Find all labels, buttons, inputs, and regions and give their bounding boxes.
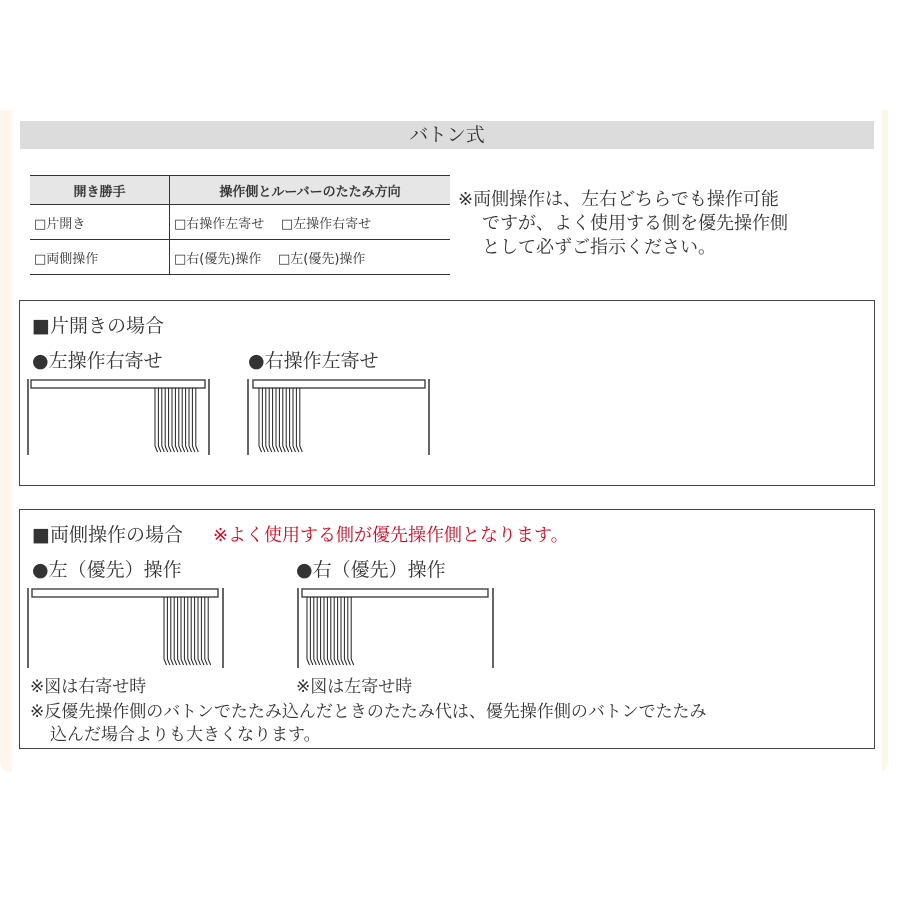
louver-slat (175, 388, 178, 452)
louver-slat (165, 388, 168, 452)
content-panel (12, 110, 882, 772)
double-op-section (19, 509, 875, 749)
double-right-priority-label: ●右（優先）操作 (296, 559, 446, 581)
options-table (30, 175, 450, 275)
louver-slat (273, 388, 276, 452)
diagram-left-op-right-stack (27, 379, 212, 455)
single-open-section (19, 300, 875, 486)
side-note (458, 188, 878, 260)
option-left-op-right-stack[interactable]: □左操作右寄せ (280, 216, 372, 232)
louver-slat (174, 597, 177, 665)
row-type-double[interactable]: □両側操作 (30, 240, 170, 275)
louver-slat (162, 388, 165, 452)
louver-slat (189, 388, 192, 452)
double-op-title (32, 520, 569, 547)
page-frame (0, 110, 888, 772)
louver-slat (324, 597, 327, 665)
louver-slat (259, 388, 262, 452)
louver-slat (317, 597, 320, 665)
louver-slat (191, 597, 194, 665)
louver-slat (196, 388, 199, 452)
louver-slat (310, 597, 313, 665)
double-left-priority-label: ●左（優先）操作 (32, 559, 182, 581)
table-header-type: 開き勝手 (30, 176, 170, 205)
table-row (30, 205, 450, 240)
louver-slat (158, 388, 161, 452)
louver-slat (307, 597, 310, 665)
louver-slat (201, 597, 204, 665)
louver-slat (262, 388, 265, 452)
table-header-row (30, 176, 450, 205)
louver-slat (344, 597, 347, 665)
louver-slat (188, 597, 191, 665)
louver-slat (269, 388, 272, 452)
louver-slat (167, 597, 170, 665)
table-header-direction: 操作側とルーバーのたたみ方向 (170, 176, 451, 205)
louver-slat (279, 388, 282, 452)
double-op-title-text: ■両側操作の場合 (32, 524, 183, 546)
louver-slat (327, 597, 330, 665)
footnote-line2: 込んだ場合よりも大きくなります。 (50, 725, 321, 745)
right-diagram-caption: ※図は左寄せ時 (296, 677, 413, 697)
louver-slat (293, 388, 296, 452)
diagram-right-op-left-stack (247, 379, 432, 455)
louver-slat (169, 388, 172, 452)
louver-slat (164, 597, 167, 665)
row-options-single (170, 205, 451, 240)
louver-slat (198, 597, 201, 665)
louver-slat (179, 388, 182, 452)
louver-slat (290, 388, 293, 452)
louver-slat (186, 388, 189, 452)
louver-slat (286, 388, 289, 452)
louver-slat (334, 597, 337, 665)
louver-slat (351, 597, 354, 665)
single-left-op-label: ●左操作右寄せ (32, 350, 163, 372)
louver-slat (283, 388, 286, 452)
side-note-line1: ※両側操作は、左右どちらでも操作可能 (458, 189, 779, 210)
louver-slat (184, 597, 187, 665)
louver-slat (178, 597, 181, 665)
left-diagram-caption: ※図は右寄せ時 (30, 677, 147, 697)
option-left-priority[interactable]: □左(優先)操作 (277, 251, 366, 267)
side-note-line2: ですが、よく使用する側を優先操作側 (482, 213, 788, 234)
table-row (30, 240, 450, 275)
diagram-left-priority (27, 588, 227, 668)
single-open-title: ■片開きの場合 (32, 315, 164, 337)
single-right-op-label: ●右操作左寄せ (248, 350, 379, 372)
louver-slat (171, 597, 174, 665)
louver-slat (172, 388, 175, 452)
louver-slat (331, 597, 334, 665)
louver-slat (338, 597, 341, 665)
louver-slat (314, 597, 317, 665)
diagram-right-priority (297, 588, 497, 668)
louver-slat (266, 388, 269, 452)
priority-warning: ※よく使用する側が優先操作側となります。 (212, 525, 569, 546)
louver-slat (276, 388, 279, 452)
louver-slat (296, 388, 299, 452)
option-right-op-left-stack[interactable]: □右操作左寄せ (174, 216, 265, 232)
louver-slat (321, 597, 324, 665)
louver-slat (348, 597, 351, 665)
footnote-line1: ※反優先操作側のバトンでたたみ込んだときのたたみ代は、優先操作側のバトンでたたみ (30, 702, 707, 722)
louver-slat (205, 597, 208, 665)
option-right-priority[interactable]: □右(優先)操作 (174, 251, 262, 267)
side-note-line3: として必ずご指示ください。 (482, 237, 716, 258)
louver-slat (192, 388, 195, 452)
louver-slat (195, 597, 198, 665)
louver-slat (182, 388, 185, 452)
row-options-double (170, 240, 451, 275)
louver-slat (181, 597, 184, 665)
banner-title: バトン式 (20, 121, 874, 149)
louver-slat (155, 388, 158, 452)
louver-slat (300, 388, 303, 452)
row-type-single[interactable]: □片開き (30, 205, 170, 240)
louver-slat (208, 597, 211, 665)
louver-slat (341, 597, 344, 665)
